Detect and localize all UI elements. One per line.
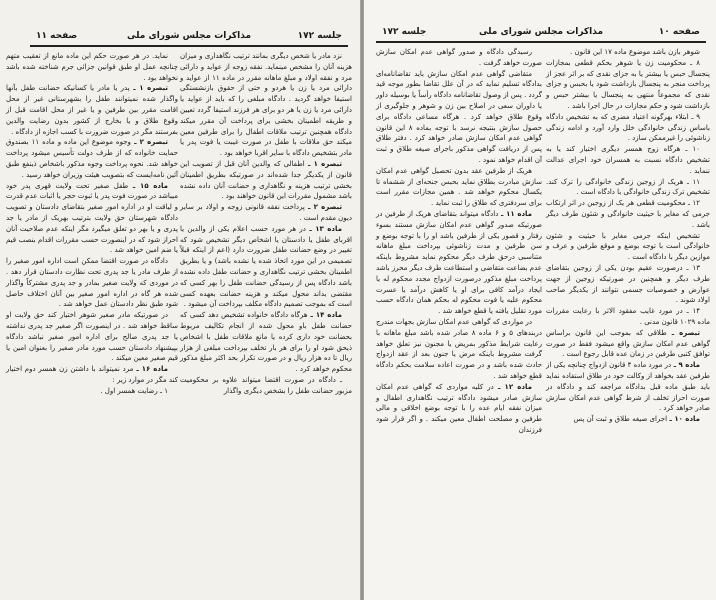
paragraph-text: در مواردی که گواهی عدم امکان سازش بجهات مندرج دربندهای ۵ و ۶ ماده ۸ صادر شده باشد مبلغ ماهانه با رعایت شرایط مذکور بمریض یا مجنون نیز تعلق خواهد گرفت مشروط باینکه مرض یا جنون بعد از عقد ازدواج حادث شده باشد و در صورت اعاده سلامت بحکم دادگاه قطع خواهد شد . [376, 317, 542, 380]
paragraph-text: اطفالی که والدین آنان قبل از تصویب این قانون از یکدیگر جدا شده‌اند در صورتیکه بطریق اطمینان بخشی ترتیب هزینه و نگاهداری و حضانت آنان داده نشده باشد مشمول مقررات این قانون خواهند بود . [180, 159, 352, 201]
paragraph [180, 310, 352, 375]
paragraph [6, 83, 178, 137]
publication-title: مذاکرات مجلس شورای ملی [126, 31, 252, 41]
article-label: تبصره ۱ ـ [129, 84, 168, 93]
paragraph [546, 47, 710, 58]
paragraph [546, 360, 710, 414]
paragraph [546, 328, 710, 360]
article-label: تبصره ۲ ـ [130, 138, 168, 147]
paragraph-text: ـ دادگاه در صورت اقتضا میتواند علاوه بر محکومیت مزبور حضانت طفل را بشخص دیگری واگذار [180, 375, 352, 395]
paragraph-text: رسیدگی دادگاه و صدور گواهی عدم امکان سازش صورت خواهد گرفت . [376, 48, 542, 67]
paragraph [376, 317, 542, 382]
paragraph [546, 306, 710, 328]
paragraph [180, 375, 352, 397]
paragraph-text: هرگاه دادگاه خانواده تشخیص دهد کسی که حضانت طفل باو محول شده از انجام تکالیف مربوط بحضانت خود داری کرده یا مانع ملاقات طفل با اشخاص ذیحق شود او را برای هر بار تخلف بپرداخت مبلغی از هزار ریال تا ده هزار ریال و در صورت تکرار بحد اکثر مبلغ مذکور محکوم خواهد کرد . [180, 311, 352, 374]
paragraph [376, 47, 542, 69]
paragraph [180, 159, 352, 202]
paragraph [180, 224, 352, 310]
paragraph-text: در مورد ماده ۴ قانون ازدواج چنانچه یکی از طرفین عقد بخواهد از وکالت خود در طلاق استفاده نماید باید طبق ماده قبل بدادگاه مراجعه کند و دادگاه در صورت احراز تخلف از شرط گواهی عدم امکان سازش صادر خواهد کرد . [546, 361, 710, 413]
paragraph-text: دادگاه میتواند بتقاضای هریک از طرفین در صورتیکه صدور گواهی عدم امکان سازش مستند بسوء رفتار و قصور یکی از طرفین باشد او را با توجه بوضع و سن طرفین و مدت زناشوئی بپرداخت مبلغ ماهانه متناسبی درحق طرف دیگر محکوم نماید مشروط باینکه عدم بضاعت متقاضی و استطاعت طرف دیگر محرز باشد پرداخت مبلغ مذکور درصورت ازدواج مجدد محکوم له یا ایجاد درآمد کافی برای او یا کاهش درآمد یا عسرت محکوم علیه یا فوت محکوم له بحکم همان دادگاه حسب مورد تقلیل یافته یا قطع خواهد شد . [376, 209, 542, 316]
paragraph-text: در کلیه مواردی که گواهی عدم امکان سازش صادر میشود دادگاه ترتیب نگاهداری اطفال و میزان نفقه ایام عده را با توجه بوضع اخلاقی و مالی طرفین و مصلحت اطفال معین میکند . و اگر قرار شود فرزندان [376, 382, 542, 434]
paragraph-text: ۱۲ ـ محکومیت قطعی هر یک از زوجین در اثر ارتکاب جرمی که مغایر با حیثیت خانوادگی و شئون طرف دیگر باشد . [546, 199, 710, 229]
paragraph [6, 256, 178, 310]
paragraph-text: ۹ ـ ابتلاء بهرگونه اعتیاد مضری که به تشخیص دادگاه باساس زندگی خانوادگی خلل وارد آورد و ادامه زندگی زناشوئی را غیرممکن سازد . [546, 112, 710, 143]
paragraph-text: پرداخت نفقه قانونی زوجه و اولاد بر سایر دیون مقدم است . [180, 203, 352, 222]
paragraph [180, 202, 352, 224]
paragraph [546, 198, 710, 230]
paragraph-text: ۱۳ ـ درصورت عقیم بودن یکی از زوجین بتقاضای طرف دیگر و همچنین در صورتیکه زوجین از جهت عوارض و خصوصیات جسمی نتوانند از یکدیگر صاحب اولاد شوند . [546, 263, 710, 305]
paragraph-text: ۱۴ ـ در مورد غایب مفقود الاثر با رعایت مقررات ماده ۱۰۲۹ قانون مدنی . [546, 307, 710, 326]
session-number: جلسه ۱۷۲ [297, 31, 342, 41]
paragraph [546, 414, 710, 425]
paragraph [546, 58, 710, 112]
paragraph [546, 263, 710, 306]
paragraph-text: وجوه موضوع این ماده و ماده ۱۱ بصندوق حمایت خانواده که از طرف دولت تأسیس میشود پرداخت خواهد شد. نحوه پرداخت وجوه مذکور باشخاص ذینفع طبق آئین نامه‌ایست که بتصویب هیئت وزیران خواهد رسید . [6, 138, 178, 179]
paragraph [6, 310, 178, 364]
article-label: تبصره ۲ ـ [304, 203, 342, 212]
paragraph [376, 382, 542, 436]
paragraph-text: طلاقی که بموجب این قانون براساس گواهی عدم امکان سازش واقع میشود فقط در صورت توافق کتبی طرفین در زمان عده قابل رجوع است . [546, 328, 710, 359]
article-label: ماده ۱۰ ـ [667, 415, 700, 424]
paragraph-text: شوهر بازن باشد موضوع ماده ۱۷ این قانون . [570, 48, 700, 56]
paragraph-text: نماید. در هر صورت حکم این ماده مانع از تعقیب متهم چنانچه عمل او طبق قوانین جزائی جرم شناخته شده باشد نخواهد بود . [6, 52, 178, 82]
paragraph-text: نزد مادر یا شخص دیگری بمانند ترتیب نگاهداری و میزان هزینه آنان را مشخص مینماید. نفقه زوجه از عواید و دارائی مرد و نفقه اولاد و مبلغ ماهانه مقرر در ماده ۱۱ از عواید و دارائی مرد یا زن یا هردو و حتی از حقوق بازنشستگی استیفا خواهد گردید . دادگاه مبلغی را که باید از عواید یا دارائی مرد یا زن یا هر دو برای هر فرزند استیفا گردد تعیین و طریقه اطمینان بخشی برای پرداخت آن مقرر میکند دادگاه همچنین ترتیب ملاقات اطفال را برای طرفین معین میکند حق ملاقات با طفل در صورت غیبت یا فوت پدر یا مادر بتشخیص دادگاه با سایر اقربا خواهد بود . [180, 52, 353, 158]
paragraph-text: ۱۱ ـ هریک از زوجین زندگی خانوادگی را ترک کند. تشخیص ترک زندگی خانوادگی با دادگاه است . [546, 177, 710, 197]
page-header [376, 27, 706, 43]
article-label: ماده ۱۶ ـ [133, 365, 168, 374]
paragraph [180, 51, 352, 159]
paragraph [546, 231, 710, 263]
paragraph-text: در هر مورد حسب اعلام یکی از والدین یا اقربای طفل یا دادستان یا اشخاص دیگر تشخیص شود که تغییر در وضع حضانت طفل ضرورت دارد (اعم از اینکه قبلاً تصمیمی در این مورد اتخاذ شده یا نشده باشد) و یا بطریق اطمینان بخشی ترتیب نگاهداری و حضانت طفل داده نشده باشد دادگاه پس از رسیدگی حضانت طفل را بهر کسی که مقتضی بداند محول میکند و هزینه حضانت بعهده کسی است که بموجب تصمیم دادگاه مکلف بپرداخت آن میشود . [180, 224, 352, 309]
paragraph-text: تشخیص اینکه جرمی مغایر با حیثیت و شئون خانوادگی است با توجه بوضع و موقع طرفین و عرف و موازین دیگر با دادگاه است . [546, 231, 710, 262]
article-label: تبصره ـ [666, 328, 701, 337]
article-label: ماده ۱۳ ـ [305, 224, 342, 233]
paragraph-text: متقاضی گواهی عدم امکان سازش باید تقاضانامه‌ای بدادگاه تسلیم نماید که در آن علل تقاضا بطور موجه قید گردد . پس از وصول تقاضانامه دادگاه رأساً یا بوسیله داور یا داوران سعی در اصلاح بین زن و شوهر و جلوگیری از وقوع طلاق خواهد کرد . هرگاه مساعی دادگاه برای حصول سازش بنتیجه نرسد با توجه بماده ۸ این قانون گواهی عدم امکان سازش صادر خواهد کرد . دفتر طلاق پس از دریافت گواهی مذکور باجرای صیغه طلاق و ثبت آن اقدام خواهد نمود . [376, 69, 542, 164]
paragraph-text: دادگاه در صورت اقتضا ممکن است اداره امور صغیر را از طرف مادر یا جد پدری تحت نظارت دادستان قرار دهد . در موردی که ولایت صغیر بمادر و جد پدری مشترکاً واگذار شده هر گاه در اداره امور صغیر بین آنان اختلاف حاصل شود طبق نظر دادستان عمل خواهد شد . [6, 257, 178, 309]
paragraph-text: ۱۰ ـ هرگاه زوج همسر دیگری اختیار کند یا به تشخیص دادگاه نسبت به همسران خود اجرای عدالت ننماید . [546, 145, 710, 175]
article-label: تبصره ۱ ـ [304, 159, 342, 168]
paragraph [376, 69, 542, 166]
paragraph [546, 112, 710, 144]
paragraph [546, 144, 710, 176]
page-header [30, 31, 348, 47]
paragraph [546, 177, 710, 199]
paragraph [376, 209, 542, 317]
article-label: ماده ۹ ـ [671, 361, 700, 370]
paragraph-text: پدر یا مادر یا کسانیکه حضانت طفل بآنها واگذار شده نمیتوانند طفل را بشهرستانی غیر از محل اقامت مقرر بین طرفین و یا غیر از محل اقامت قبل از وقوع طلاق و یا بخارج از کشور بدون رضایت والدین بفرستند مگر در صورت ضرورت با کسب اجازه از دادگاه . [6, 84, 178, 136]
text-column-right [180, 51, 352, 397]
page-10 [364, 0, 716, 600]
page-number: صفحه ۱۱ [36, 31, 78, 41]
article-label: ماده ۱۱ ـ [498, 209, 533, 218]
paragraph [6, 51, 178, 83]
publication-title: مذاکرات مجلس شورای ملی [478, 27, 604, 37]
paragraph-text: در صورتیکه مادر صغیر شوهر اختیار کند حق ولایت او ساقط خواهد شد . در اینصورت اگر صغیر جد پدری نداشته یا جد پدری صالح برای اداره امور صغیر نباشد دادگاه بپیشنهاد دادستان حسب مورد مادر صغیر را بعنوان امین یا قیم صغیر معین میکند . [6, 311, 178, 363]
paragraph [6, 137, 178, 180]
paragraph [6, 181, 178, 257]
paragraph-text: اجرای صیغه طلاق و ثبت آن پس [573, 415, 668, 424]
article-label: ماده ۱۴ ـ [307, 311, 342, 320]
text-column-right [546, 47, 710, 425]
paragraph-text: مرد نمیتواند با داشتن زن همسر دوم اختیار کند مگر در موارد زیر : [6, 365, 178, 384]
paragraph [6, 386, 178, 397]
paragraph-text: طفل صغیر تحت ولایت قهری پدر خود میباشد در صورت فوت پدر یا ثبوت حجر یا اثبات عدم قدرت و لیاقت او در اداره امور صغیر بتقاضای دادستان و تصویب دادگاه شهرستان حق ولایت بترتیب بهریک از مادر یا جد پدری و یا بهر دو تعلق میگیرد مگر اینکه عدم صلاحیت آنان احراز شود که در اینصورت حسب مقررات اقدام بنصب قیم یا ضم امین خواهد شد . [6, 181, 178, 255]
article-label: ماده ۱۲ ـ [493, 382, 532, 391]
article-label: ماده ۱۵ ـ [128, 181, 168, 190]
paragraph-text: ۸ ـ محکومیت زن یا شوهر بحکم قطعی بمجازات پنجسال حبس یا بیشتر یا به جزای نقدی که بر اثر عجز از پرداخت منجر به پنجسال بازداشت شود یا بحبس و جزای نقدی که مجموعاً منتهی به پنجسال یا بیشتر حبس و بازداشت شود و حکم مجازات در حال اجرا باشد . [546, 58, 710, 110]
text-column-left [6, 51, 178, 397]
paragraph-text: هریک از طرفین عقد بدون تحصیل گواهی عدم امکان سازش مبادرت بطلاق نماید بحبس جنحه‌ای از ششماه تا یکسال محکوم خواهد شد . همین مجازات مقرر است برای سردفتری که طلاق را ثبت نماید . [376, 166, 542, 208]
session-number: جلسه ۱۷۲ [382, 27, 427, 37]
text-column-left [376, 47, 542, 436]
paragraph [6, 364, 178, 386]
paragraph-text: ۱ ـ رضایت همسر اول . [100, 386, 168, 395]
paragraph [376, 166, 542, 209]
page-number: صفحه ۱۰ [658, 27, 700, 37]
